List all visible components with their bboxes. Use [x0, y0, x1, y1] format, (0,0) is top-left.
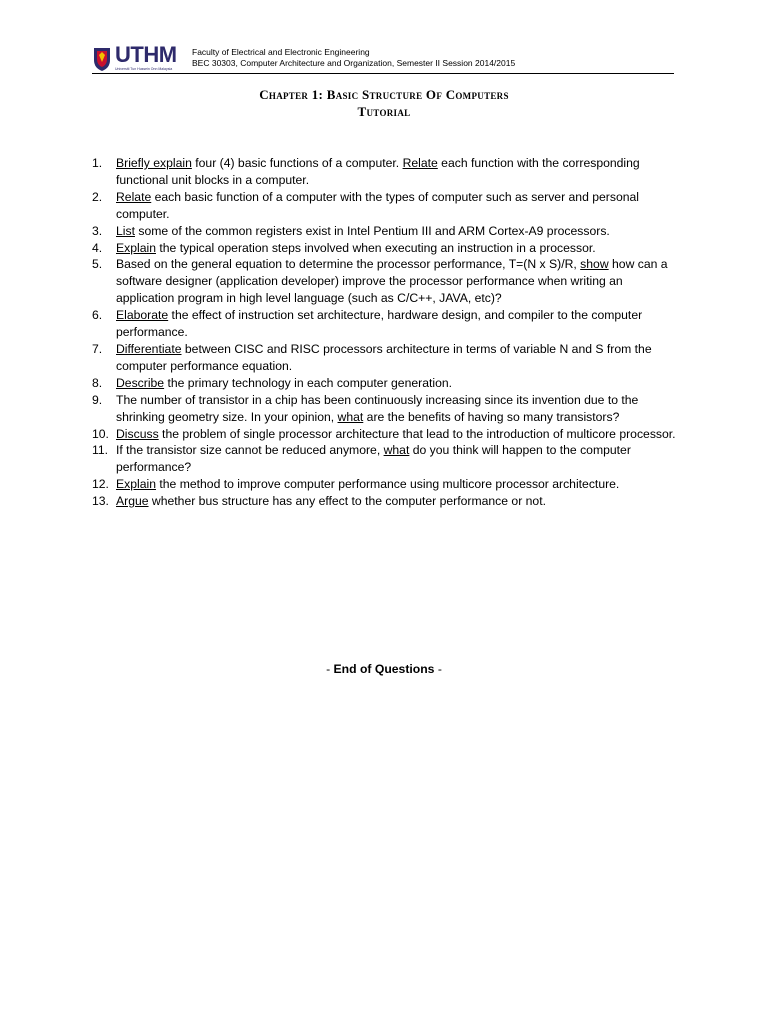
question-number: 5.	[92, 257, 103, 272]
question-keyword: Argue	[116, 494, 149, 509]
question-item	[92, 155, 676, 189]
question-item	[92, 223, 676, 240]
question-item	[92, 307, 676, 341]
question-keyword: Explain	[116, 477, 156, 492]
course-info: BEC 30303, Computer Architecture and Organization, Semester II Session 2014/2015	[192, 57, 516, 68]
question-item	[92, 189, 676, 223]
chapter-title: Chapter 1: Basic Structure Of Computers	[259, 87, 509, 102]
header-text	[192, 47, 515, 68]
crest-icon	[92, 46, 112, 72]
end-of-questions	[0, 662, 768, 676]
question-item	[92, 256, 676, 307]
question-number: 10.	[92, 426, 109, 441]
question-item	[92, 426, 676, 443]
question-keyword: what	[383, 443, 410, 458]
question-keyword: List	[116, 223, 135, 238]
question-text: some of the common registers exist in Intel Pentium III and ARM Cortex-A9 processors.	[134, 223, 610, 238]
question-text: four (4) basic functions of a computer.	[191, 156, 403, 170]
question-text: The number of transistor in a chip has been continuously increasing since its invention due to the shrinking geometry size. In your opinion,	[116, 392, 639, 424]
question-keyword: show	[580, 257, 609, 272]
footer-text: End of Questions	[333, 662, 435, 676]
question-text: whether bus structure has any effect to the computer performance or not.	[148, 494, 546, 509]
question-keyword: Elaborate	[116, 308, 169, 323]
question-item	[92, 493, 676, 510]
question-item	[92, 392, 676, 426]
question-text: the method to improve computer performance using multicore processor architecture.	[155, 477, 620, 492]
question-keyword: Describe	[116, 375, 165, 390]
question-number: 7.	[92, 341, 103, 356]
question-number: 13.	[92, 494, 109, 509]
question-item	[92, 442, 676, 476]
tutorial-subtitle: Tutorial	[357, 104, 411, 119]
question-item	[92, 240, 676, 257]
question-number: 9.	[92, 392, 103, 407]
question-keyword: Relate	[402, 156, 438, 170]
question-item	[92, 375, 676, 392]
question-keyword: Explain	[116, 240, 156, 255]
page-header	[92, 44, 674, 74]
footer-dash-right: -	[434, 662, 442, 676]
question-list	[92, 155, 676, 510]
question-number: 8.	[92, 375, 103, 390]
question-number: 12.	[92, 477, 109, 492]
question-text: the primary technology in each computer generation.	[164, 375, 453, 390]
question-text: the effect of instruction set architecture, hardware design, and compiler to the computer performance.	[116, 308, 643, 340]
question-text: between CISC and RISC processors architecture in terms of variable N and S from the computer performance equation.	[116, 341, 652, 373]
question-text: If the transistor size cannot be reduced anymore,	[116, 443, 384, 458]
question-text: do you think will happen to the computer performance?	[116, 443, 631, 475]
footer-dash-left: -	[326, 662, 334, 676]
question-number: 6.	[92, 308, 103, 323]
header-divider	[92, 73, 674, 74]
question-text: each function with the corresponding functional unit blocks in a computer.	[116, 156, 640, 187]
question-text: Based on the general equation to determine the processor performance, T=(N x S)/R,	[116, 257, 581, 272]
logo-wordmark: UTHM	[115, 42, 177, 67]
question-number: 4.	[92, 240, 103, 255]
question-item	[92, 341, 676, 375]
question-number: 1.	[92, 156, 103, 170]
question-number: 3.	[92, 223, 103, 238]
question-keyword: Briefly explain	[116, 156, 192, 170]
question-text: each basic function of a computer with the types of computer such as server and personal computer.	[116, 189, 639, 221]
faculty-name: Faculty of Electrical and Electronic Engineering	[192, 47, 370, 57]
question-keyword: Differentiate	[116, 341, 182, 356]
uthm-logo	[92, 44, 192, 74]
question-number: 11.	[92, 443, 109, 458]
question-keyword: Relate	[116, 189, 152, 204]
question-keyword: Discuss	[116, 426, 159, 441]
question-text: the problem of single processor architecture that lead to the introduction of multicore processor.	[158, 426, 676, 441]
question-keyword: what	[337, 409, 364, 424]
question-item	[92, 476, 676, 493]
question-text: are the benefits of having so many transistors?	[363, 409, 620, 424]
question-text: the typical operation steps involved when executing an instruction in a processor.	[155, 240, 596, 255]
logo-tagline: Universiti Tun Hussein Onn Malaysia	[115, 67, 173, 71]
question-text: how can a software designer (application developer) improve the processor performance when writing an application program in high level language (such as C/C++, JAVA, etc)?	[116, 257, 668, 306]
question-number: 2.	[92, 189, 103, 204]
